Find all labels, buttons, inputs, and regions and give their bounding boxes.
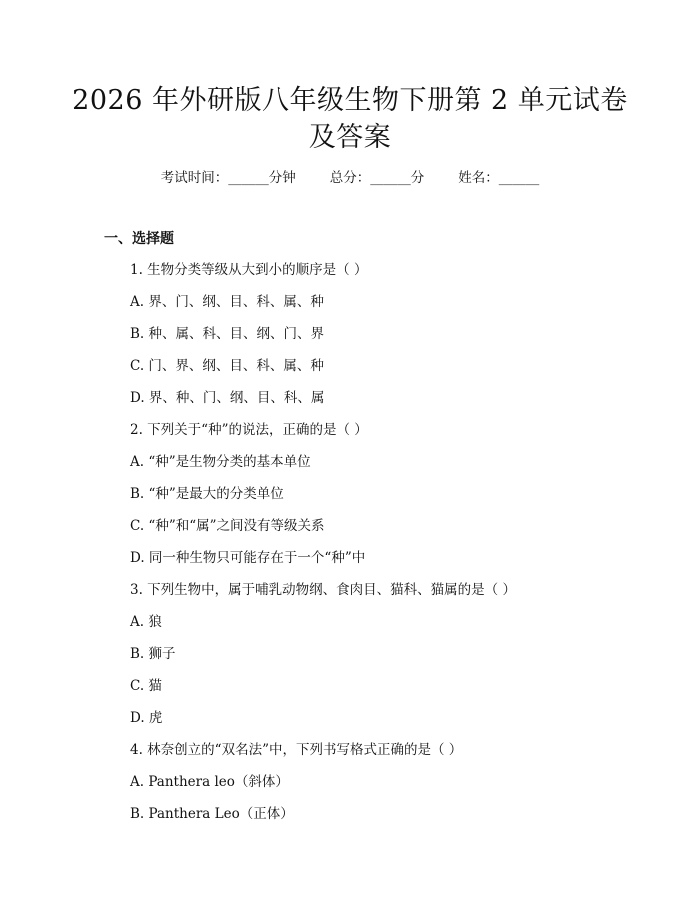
total-score-field: 总分：______分 bbox=[329, 170, 425, 186]
q3-option-a: A. 狼 bbox=[130, 614, 162, 630]
q1-option-b: B. 种、属、科、目、纲、门、界 bbox=[130, 326, 325, 342]
page-title-line-1: 2026 年外研版八年级生物下册第 2 单元试卷 bbox=[72, 85, 628, 116]
student-name-field: 姓名：______ bbox=[458, 170, 540, 186]
q2-option-b: B. “种”是最大的分类单位 bbox=[130, 486, 284, 502]
section-heading: 一、选择题 bbox=[104, 231, 174, 247]
q4-option-b: B. Panthera Leo（正体） bbox=[130, 806, 294, 822]
q1-option-d: D. 界、种、门、纲、目、科、属 bbox=[130, 390, 325, 406]
q1-option-a: A. 界、门、纲、目、科、属、种 bbox=[130, 294, 324, 310]
question-2: 2. 下列关于“种”的说法，正确的是（ ） bbox=[130, 422, 368, 438]
question-4: 4. 林奈创立的“双名法”中，下列书写格式正确的是（ ） bbox=[130, 742, 463, 758]
page-title-line-2: 及答案 bbox=[308, 122, 392, 153]
q2-option-d: D. 同一种生物只可能存在于一个“种”中 bbox=[130, 550, 366, 566]
q2-option-a: A. “种”是生物分类的基本单位 bbox=[130, 454, 311, 470]
q3-option-d: D. 虎 bbox=[130, 710, 163, 726]
question-1: 1. 生物分类等级从大到小的顺序是（ ） bbox=[130, 262, 368, 278]
q2-option-c: C. “种”和“属”之间没有等级关系 bbox=[130, 518, 325, 534]
q3-option-c: C. 猫 bbox=[130, 678, 162, 694]
question-3: 3. 下列生物中，属于哺乳动物纲、食肉目、猫科、猫属的是（ ） bbox=[130, 582, 516, 598]
q1-option-c: C. 门、界、纲、目、科、属、种 bbox=[130, 358, 324, 374]
q3-option-b: B. 狮子 bbox=[130, 646, 176, 662]
q4-option-a: A. Panthera leo（斜体） bbox=[130, 774, 289, 790]
exam-meta bbox=[0, 168, 700, 188]
exam-time-field: 考试时间：______分钟 bbox=[160, 170, 296, 186]
